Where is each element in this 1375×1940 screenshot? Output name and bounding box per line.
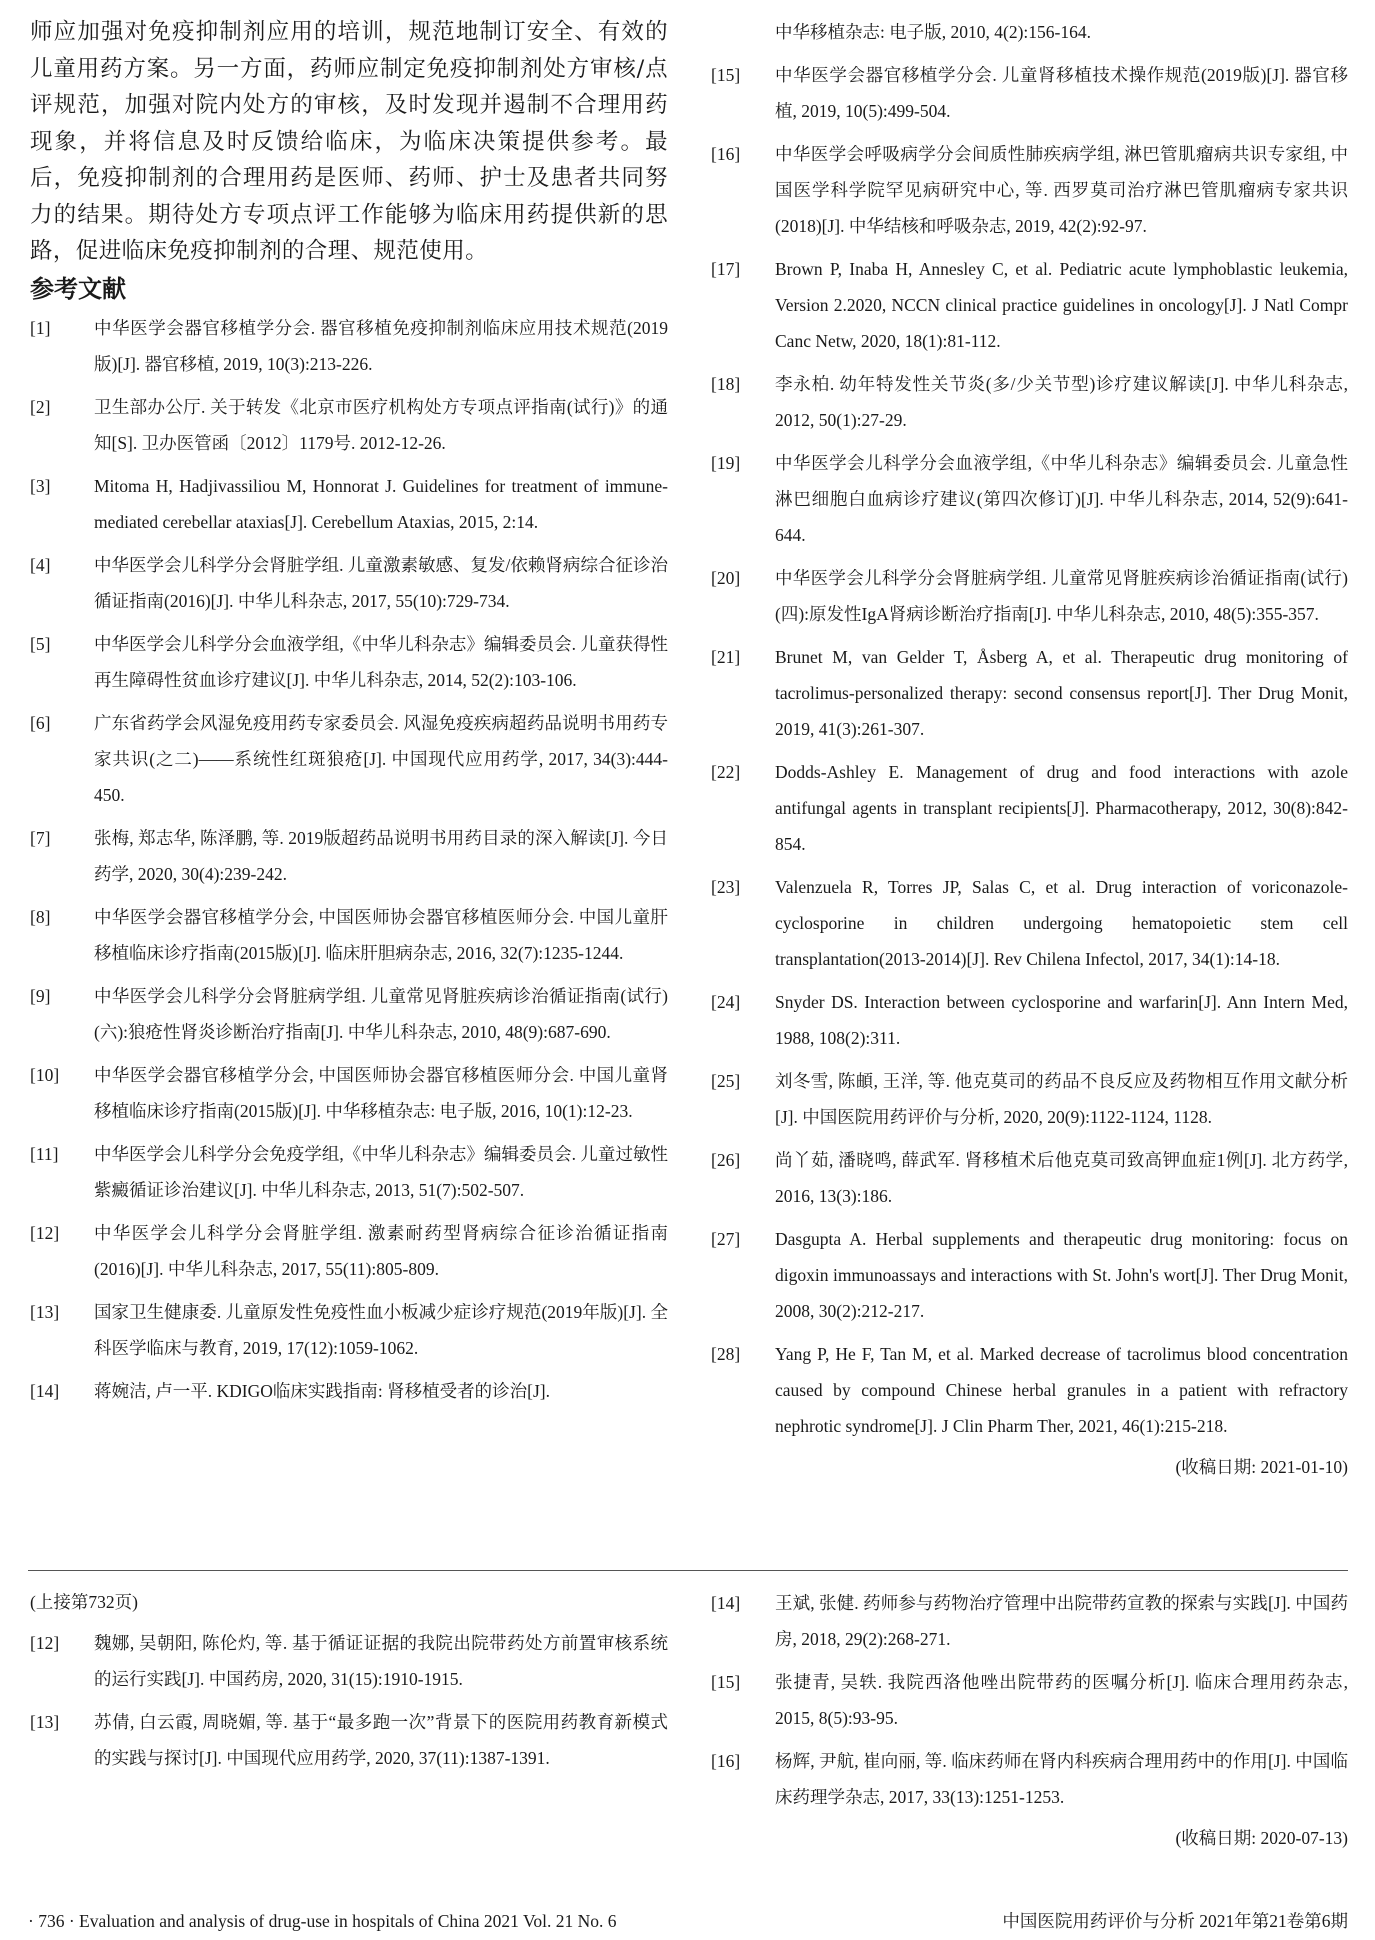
reference-number: [21] (711, 647, 741, 667)
body-paragraph: 师应加强对免疫抑制剂应用的培训，规范地制订安全、有效的儿童用药方案。另一方面，药师应制定免疫抑制剂处方审核/点评规范，加强对院内处方的审核，及时发现并遏制不合理用药现象，并将信息及时反馈给临床，为临床决策提供参考。最后，免疫抑制剂的合理用药是医师、药师、护士及患者共同努力的结果。期待处方专项点评工作能够为临床用药提供新的思路，促进临床免疫抑制剂的合理、规范使用。 (30, 19, 668, 264)
reference-text: 中华医学会呼吸病学分会间质性肺疾病学组, 淋巴管肌瘤病共识专家组, 中国医学科学院罕见病研究中心, 等. 西罗莫司治疗淋巴管肌瘤病专家共识(2018)[J]. 中华结核和呼吸杂志, 2019, 42(2):92-97. (775, 144, 1348, 236)
reference-text: Brown P, Inaba H, Annesley C, et al. Pediatric acute lymphoblastic leukemia, Version 2.2020, NCCN clinical practice guidelines in oncology[J]. J Natl Compr Canc Netw, 2020, 18(1):81-112. (775, 259, 1348, 351)
reference-text: 李永柏. 幼年特发性关节炎(多/少关节型)诊疗建议解读[J]. 中华儿科杂志, 2012, 50(1):27-29. (775, 374, 1348, 430)
reference-item (711, 1743, 1348, 1815)
reference-text: 卫生部办公厅. 关于转发《北京市医疗机构处方专项点评指南(试行)》的通知[S]. 卫办医管函〔2012〕1179号. 2012-12-26. (94, 396, 668, 453)
reference-text: 中华医学会儿科学分会免疫学组,《中华儿科杂志》编辑委员会. 儿童过敏性紫癜循证诊治建议[J]. 中华儿科杂志, 2013, 51(7):502-507. (94, 1143, 668, 1200)
reference-number: [11] (30, 1143, 59, 1164)
reference-text: 中华医学会儿科学分会血液学组,《中华儿科杂志》编辑委员会. 儿童急性淋巴细胞白血病诊疗建议(第四次修订)[J]. 中华儿科杂志, 2014, 52(9):641-644. (775, 453, 1348, 545)
reference-item (711, 869, 1348, 977)
reference-item (30, 626, 668, 698)
reference-number: [28] (711, 1344, 741, 1364)
reference-item (711, 560, 1348, 632)
reference-number: [22] (711, 762, 741, 782)
reference-item (30, 310, 668, 382)
left-column (30, 14, 668, 1416)
reference-item (711, 984, 1348, 1056)
reference-number: [9] (30, 985, 51, 1006)
reference-list-right (711, 57, 1348, 1444)
right-column (711, 14, 1348, 1483)
reference-item (711, 1142, 1348, 1214)
reference-text: 中华医学会儿科学分会肾脏学组. 儿童激素敏感、复发/依赖肾病综合征诊治循证指南(2016)[J]. 中华儿科杂志, 2017, 55(10):729-734. (94, 554, 668, 611)
reference-text: 张捷青, 吴轶. 我院西洛他唑出院带药的医嘱分析[J]. 临床合理用药杂志, 2015, 8(5):93-95. (775, 1672, 1348, 1728)
reference-number: [10] (30, 1064, 60, 1085)
reference-item (711, 639, 1348, 747)
reference-text: 尚丫茹, 潘晓鸣, 薛武军. 肾移植术后他克莫司致高钾血症1例[J]. 北方药学, 2016, 13(3):186. (775, 1150, 1348, 1206)
reference-item (711, 251, 1348, 359)
reference-item (30, 1625, 668, 1697)
reference-text: 中华医学会器官移植学分会. 儿童肾移植技术操作规范(2019版)[J]. 器官移植, 2019, 10(5):499-504. (775, 65, 1348, 121)
reference-item (711, 136, 1348, 244)
reference-text: 中华医学会儿科学分会肾脏学组. 激素耐药型肾病综合征诊治循证指南(2016)[J]. 中华儿科杂志, 2017, 55(11):805-809. (94, 1222, 668, 1279)
reference-item (711, 445, 1348, 553)
reference-text: 广东省药学会风湿免疫用药专家委员会. 风湿免疫疾病超药品说明书用药专家共识(之二)——系统性红斑狼疮[J]. 中国现代应用药学, 2017, 34(3):444-450. (94, 712, 668, 805)
reference-text: Dodds-Ashley E. Management of drug and food interactions with azole antifungal agents in transplant recipients[J]. Pharmacotherapy, 2012, 30(8):842-854. (775, 762, 1348, 854)
continuation-reference-list-right (711, 1585, 1348, 1815)
reference-number: [6] (30, 712, 51, 733)
reference-number: [15] (711, 1672, 741, 1692)
reference-text: 中华医学会儿科学分会血液学组,《中华儿科杂志》编辑委员会. 儿童获得性再生障碍性贫血诊疗建议[J]. 中华儿科杂志, 2014, 52(2):103-106. (94, 633, 668, 690)
continuation-left-column (30, 1585, 668, 1783)
reference-text: Mitoma H, Hadjivassiliou M, Honnorat J. Guidelines for treatment of immune-mediated cerebellar ataxias[J]. Cerebellum Ataxias, 2015, 2:14. (94, 475, 668, 532)
footer-left-text: · 736 · Evaluation and analysis of drug-use in hospitals of China 2021 Vol. 21 No. 6 (28, 1911, 617, 1931)
references-heading: 参考文献 (30, 274, 126, 303)
reference-item (711, 1063, 1348, 1135)
reference-item (711, 366, 1348, 438)
reference-number: [14] (711, 1593, 741, 1613)
reference-text: 蒋婉洁, 卢一平. KDIGO临床实践指南: 肾移植受者的诊治[J]. (94, 1380, 550, 1401)
reference-number: [16] (711, 144, 741, 164)
reference-number: [19] (711, 453, 741, 473)
reference-text: 中华移植杂志: 电子版, 2010, 4(2):156-164. (775, 22, 1091, 42)
reference-item (30, 1057, 668, 1129)
reference-text: 苏倩, 白云霞, 周晓媚, 等. 基于“最多跑一次”背景下的医院用药教育新模式的实践与探讨[J]. 中国现代应用药学, 2020, 37(11):1387-1391. (94, 1712, 668, 1768)
reference-item (711, 57, 1348, 129)
reference-number: [14] (30, 1380, 60, 1401)
reference-item (30, 978, 668, 1050)
continuation-right-column (711, 1585, 1348, 1854)
reference-number: [1] (30, 317, 51, 338)
section-divider (28, 1570, 1348, 1571)
reference-number: [27] (711, 1229, 741, 1249)
reference-item (30, 1215, 668, 1287)
reference-item (711, 754, 1348, 862)
reference-item (30, 899, 668, 971)
reference-text: 中华医学会器官移植学分会. 器官移植免疫抑制剂临床应用技术规范(2019版)[J]. 器官移植, 2019, 10(3):213-226. (94, 317, 668, 374)
reference-number: [20] (711, 568, 741, 588)
reference-number: [24] (711, 992, 741, 1012)
reference-item (711, 1585, 1348, 1657)
reference-text: 刘冬雪, 陈頔, 王洋, 等. 他克莫司的药品不良反应及药物相互作用文献分析[J]. 中国医院用药评价与分析, 2020, 20(9):1122-1124, 1128. (775, 1071, 1348, 1127)
reference-number: [16] (711, 1751, 741, 1771)
reference-text: 中华医学会器官移植学分会, 中国医师协会器官移植医师分会. 中国儿童肝移植临床诊疗指南(2015版)[J]. 临床肝胆病杂志, 2016, 32(7):1235-1244. (94, 906, 668, 963)
reference-text: 王斌, 张健. 药师参与药物治疗管理中出院带药宣教的探索与实践[J]. 中国药房, 2018, 29(2):268-271. (775, 1593, 1348, 1649)
reference-text: 国家卫生健康委. 儿童原发性免疫性血小板减少症诊疗规范(2019年版)[J]. 全科医学临床与教育, 2019, 17(12):1059-1062. (94, 1301, 668, 1358)
reference-item (30, 1704, 668, 1776)
reference-text: Dasgupta A. Herbal supplements and therapeutic drug monitoring: focus on digoxin immunoassays and interactions with St. John's wort[J]. Ther Drug Monit, 2008, 30(2):212-217. (775, 1229, 1348, 1321)
continuation-received-date: (收稿日期: 2020-07-13) (1175, 1828, 1348, 1848)
reference-item (30, 820, 668, 892)
reference-item (30, 705, 668, 813)
reference-text: 中华医学会器官移植学分会, 中国医师协会器官移植医师分会. 中国儿童肾移植临床诊疗指南(2015版)[J]. 中华移植杂志: 电子版, 2016, 10(1):12-23. (94, 1064, 668, 1121)
reference-number: [8] (30, 906, 51, 927)
reference-number: [7] (30, 827, 51, 848)
reference-number: [3] (30, 475, 51, 496)
reference-item (30, 389, 668, 461)
reference-number: [2] (30, 396, 51, 417)
received-date: (收稿日期: 2021-01-10) (1175, 1457, 1348, 1477)
reference-item (30, 1373, 668, 1409)
reference-number: [13] (30, 1712, 60, 1732)
reference-item (30, 547, 668, 619)
reference-item (30, 468, 668, 540)
reference-item (711, 1664, 1348, 1736)
footer-right-text: 中国医院用药评价与分析 2021年第21卷第6期 (1002, 1911, 1348, 1931)
reference-number: [5] (30, 633, 51, 654)
reference-number: [4] (30, 554, 51, 575)
reference-text: 中华医学会儿科学分会肾脏病学组. 儿童常见肾脏疾病诊治循证指南(试行)(四):原发性IgA肾病诊断治疗指南[J]. 中华儿科杂志, 2010, 48(5):355-357. (775, 568, 1348, 624)
reference-text: 中华医学会儿科学分会肾脏病学组. 儿童常见肾脏疾病诊治循证指南(试行)(六):狼疮性肾炎诊断治疗指南[J]. 中华儿科杂志, 2010, 48(9):687-690. (94, 985, 668, 1042)
reference-number: [15] (711, 65, 741, 85)
reference-text: 杨辉, 尹航, 崔向丽, 等. 临床药师在肾内科疾病合理用药中的作用[J]. 中国临床药理学杂志, 2017, 33(13):1251-1253. (775, 1751, 1348, 1807)
reference-text: Snyder DS. Interaction between cyclosporine and warfarin[J]. Ann Intern Med, 1988, 108(2):311. (775, 992, 1348, 1048)
reference-number: [12] (30, 1633, 60, 1653)
reference-number (711, 14, 775, 50)
reference-item (711, 1336, 1348, 1444)
reference-number: [12] (30, 1222, 60, 1243)
reference-item (30, 1136, 668, 1208)
continuation-note: (上接第732页) (30, 1592, 138, 1612)
continuation-reference-list-left (30, 1625, 668, 1776)
reference-number: [23] (711, 877, 741, 897)
reference-item (711, 1221, 1348, 1329)
reference-item (30, 1294, 668, 1366)
reference-text: 张梅, 郑志华, 陈泽鹏, 等. 2019版超药品说明书用药目录的深入解读[J]. 今日药学, 2020, 30(4):239-242. (94, 827, 668, 884)
reference-list-left (30, 310, 668, 1409)
page-footer (28, 1908, 1348, 1934)
reference-number: [26] (711, 1150, 741, 1170)
reference-item-continued (711, 14, 1348, 50)
reference-text: Valenzuela R, Torres JP, Salas C, et al. Drug interaction of voriconazole-cyclosporine in children undergoing hematopoietic stem cell transplantation(2013-2014)[J]. Rev Chilena Infectol, 2017, 34(1):14-18. (775, 877, 1348, 969)
reference-text: Yang P, He F, Tan M, et al. Marked decrease of tacrolimus blood concentration caused by compound Chinese herbal granules in a patient with refractory nephrotic syndrome[J]. J Clin Pharm Ther, 2021, 46(1):215-218. (775, 1344, 1348, 1436)
reference-number: [13] (30, 1301, 60, 1322)
reference-text: Brunet M, van Gelder T, Åsberg A, et al. Therapeutic drug monitoring of tacrolimus-personalized therapy: second consensus report[J]. Ther Drug Monit, 2019, 41(3):261-307. (775, 647, 1348, 739)
reference-number: [18] (711, 374, 741, 394)
reference-number: [25] (711, 1071, 741, 1091)
reference-number: [17] (711, 259, 741, 279)
reference-text: 魏娜, 吴朝阳, 陈伦灼, 等. 基于循证证据的我院出院带药处方前置审核系统的运行实践[J]. 中国药房, 2020, 31(15):1910-1915. (94, 1633, 668, 1689)
